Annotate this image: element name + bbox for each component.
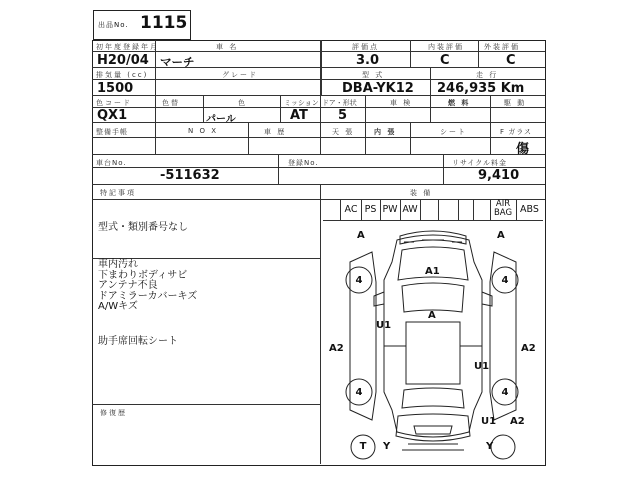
- damage-rear-tire: T: [359, 441, 367, 452]
- damage-rear-left-y: Y: [383, 441, 391, 452]
- car-damage-diagram: [322, 222, 544, 464]
- damage-wheel-rear-left: 4: [355, 387, 363, 398]
- interior-grade-value: C: [440, 53, 450, 68]
- car-name-label: 車 名: [216, 43, 239, 51]
- color-code-value: QX1: [97, 108, 128, 123]
- damage-front-right: A: [497, 230, 505, 241]
- model-code-value: DBA-YK12: [342, 81, 414, 96]
- mission-label: ミッション: [284, 99, 319, 107]
- equipment-label: 装 備: [410, 189, 433, 197]
- fuel-label: 燃 料: [448, 99, 471, 107]
- damage-rear-right-u1: U1: [481, 416, 497, 427]
- rear-window-outline: [402, 388, 464, 408]
- repair-history-label: 修復歴: [100, 409, 127, 417]
- interior-grade-label: 内装評価: [428, 43, 464, 51]
- doors-value: 5: [338, 108, 348, 123]
- lot-number: 1115: [140, 13, 188, 33]
- inspection-label: 車 検: [390, 99, 413, 107]
- nox-label: N O X: [188, 127, 218, 135]
- car-name-value: マーチ: [160, 55, 195, 69]
- displacement-value: 1500: [97, 81, 134, 96]
- notes-line-1: 型式・類別番号なし: [98, 222, 188, 233]
- damage-rear-right-a2: A2: [510, 416, 525, 427]
- notes-item: 車内汚れ: [98, 259, 138, 270]
- damage-right-side: A2: [521, 343, 536, 354]
- interior-panel-label: 内 張: [374, 128, 397, 136]
- lot-label: 出品No.: [98, 21, 129, 29]
- chassis-number-value: -511632: [160, 168, 220, 183]
- spare-tire-right: [491, 435, 515, 459]
- notes-item: アンテナ不良: [98, 280, 158, 291]
- notes-item: A/Wキズ: [98, 301, 138, 312]
- mission-value: AT: [290, 108, 308, 123]
- notes-list: [98, 260, 197, 313]
- equipment-pw: PW: [382, 204, 398, 215]
- drive-label: 駆 動: [504, 99, 527, 107]
- color-value: パール: [206, 114, 236, 125]
- chassis-number-label: 車台No.: [96, 159, 127, 167]
- reg-year-value: H20/04: [97, 53, 149, 68]
- mileage-value: 246,935 Km: [437, 81, 525, 96]
- damage-left-side: A2: [329, 343, 344, 354]
- displacement-label: 排気量 (cc): [96, 71, 149, 79]
- recycle-fee-label: リサイクル料金: [452, 159, 508, 167]
- damage-hood: A1: [425, 266, 440, 277]
- vehicle-history-label: 車 歴: [264, 128, 287, 136]
- notes-item: 下まわりボディサビ: [98, 269, 188, 281]
- notes-header: 特記事項: [100, 189, 136, 197]
- grade-label: グレード: [222, 71, 258, 79]
- recycle-fee-value: 9,410: [478, 168, 520, 183]
- damage-wheel-front-right: 4: [501, 275, 509, 286]
- damage-right-door: U1: [474, 361, 490, 372]
- equipment-abs: ABS: [520, 204, 539, 215]
- doors-label: ドア・形状: [322, 99, 357, 107]
- reg-year-label: 初年度登録年月: [96, 43, 159, 51]
- score-label: 評価点: [352, 43, 379, 51]
- front-glass-label: F ガラス: [500, 128, 533, 136]
- front-glass-value: 傷: [516, 142, 530, 157]
- equipment-ps: PS: [364, 204, 377, 215]
- seat-label: シート: [440, 128, 467, 136]
- lot-number-box: [93, 10, 191, 40]
- damage-wheel-front-left: 4: [355, 275, 363, 286]
- color-label: 色: [238, 99, 247, 107]
- notes-extra: 助手席回転シート: [98, 336, 178, 347]
- mileage-label: 走 行: [476, 71, 499, 79]
- damage-front-left: A: [357, 230, 365, 241]
- damage-left-door: U1: [376, 320, 392, 331]
- equipment-ac: AC: [344, 204, 358, 215]
- model-code-label: 型 式: [362, 71, 385, 79]
- color-code-label: 色コード: [96, 99, 132, 107]
- maintenance-record-label: 整備手帳: [96, 128, 128, 136]
- roof-outline: [406, 322, 460, 384]
- tone-label: 色替: [162, 99, 180, 107]
- damage-roof: A: [428, 310, 436, 321]
- exterior-grade-label: 外装評価: [484, 43, 520, 51]
- registration-number-label: 登録No.: [288, 159, 319, 167]
- score-value: 3.0: [356, 53, 380, 68]
- notes-item: ドアミラーカバーキズ: [98, 290, 198, 302]
- equipment-grid: [323, 200, 543, 222]
- roof-lining-label: 天 張: [332, 128, 355, 136]
- equipment-airbag: AIR BAG: [493, 199, 513, 218]
- damage-wheel-rear-right: 4: [501, 387, 509, 398]
- equipment-aw: AW: [402, 204, 418, 215]
- windshield-outline: [402, 283, 464, 312]
- damage-rear-right-y: Y: [486, 441, 494, 452]
- exterior-grade-value: C: [506, 53, 516, 68]
